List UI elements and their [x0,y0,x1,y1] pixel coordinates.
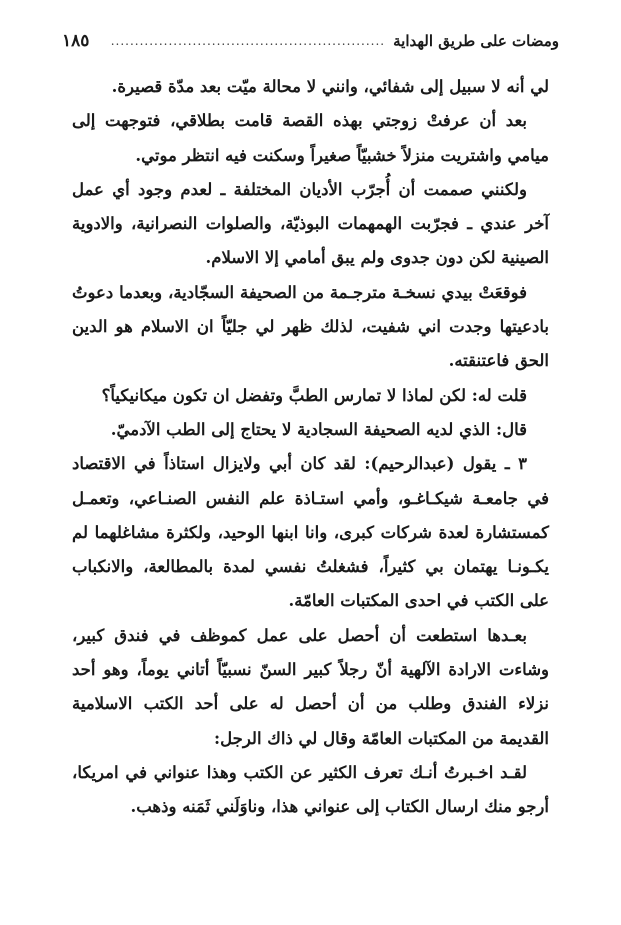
paragraph-6: قال: الذي لديه الصحيفة السجادية لا يحتاج إلى الطب الآدميّ. [110,419,527,439]
paragraph-3: ولكنني صممت أن أُجرّب الأديان المختلفة ـ لعدم وجود أي عمل آخر عندي ـ فجرّبت الهمهمات البوذيّة، والصلوات النصرانية، والادوية الصينية لكن دون جدوى ولم يبق أمامي إلا الاسلام. [72,179,549,268]
header-leader-dots: ......................................................... [110,34,386,48]
running-title: ومضات على طريق الهداية [393,32,559,50]
body-text [72,70,549,825]
paragraph-9: لقـد اخـبرتُ أنـك تعرف الكثير عن الكتب وهذا عنواني في امريكا، أرجو منك ارسال الكتاب إلى عنواني هذا، وناوَلَني ثَمَنه وذهب. [72,762,549,817]
paragraph-8: بعـدها استطعت أن أحصل على عمل كموظف في فندق كبير، وشاءت الارادة الآلهية أنّ رجلاً كبير السنّ نسبيّاً أتاني يوماً، وهو أحد نزلاء الفندق وطلب من أن أحصل له على أحد الكتب الاسلامية القديمة من المكتبات العامّة وقال لي ذاك الرجل: [72,625,549,748]
page-header [62,28,559,54]
paragraph-1: لي أنه لا سبيل إلى شفائي، وانني لا محالة ميّت بعد مدّة قصيرة. [111,77,549,96]
paragraph-7: ٣ ـ يقول (عبدالرحيم): لقد كان أبي ولايزال استاذاً في الاقتصاد في جامعـة شيكـاغـو، وأمي استـاذة علم النفس الصنـاعي، وتعمـل كمستشارة لعدة شركات كبرى، وانا ابنها الوحيد، ولكثرة مشاغلهما لم يكـونـا يهتمان بي كثيراً، فشغلتُ نفسي لمدة بالمطالعة، والانكباب على الكتب في احدى المكتبات العامّة. [72,454,549,611]
paragraph-5: قلت له: لكن لماذا لا تمارس الطبَّ وتفضل ان تكون ميكانيكياً؟ [101,385,527,405]
page-number: ١٨٥ [62,31,90,51]
paragraph-2: بعد أن عرفتْ زوجتي بهذه القصة قامت بطلاقي، فتوجهت إلى ميامي واشتريت منزلاً خشبيّاً صغيراً وسكنت فيه انتظر موتي. [72,111,549,165]
paragraph-4: فوقعَتْ بيدي نسخـة مترجـمة من الصحيفة السجّادية، وبعدما دعوتُ بادعيتها وجدت اني شفيت، لذلك ظهر لي جليّاً ان الاسلام هو الدين الحق فاعتنقته. [72,282,549,371]
